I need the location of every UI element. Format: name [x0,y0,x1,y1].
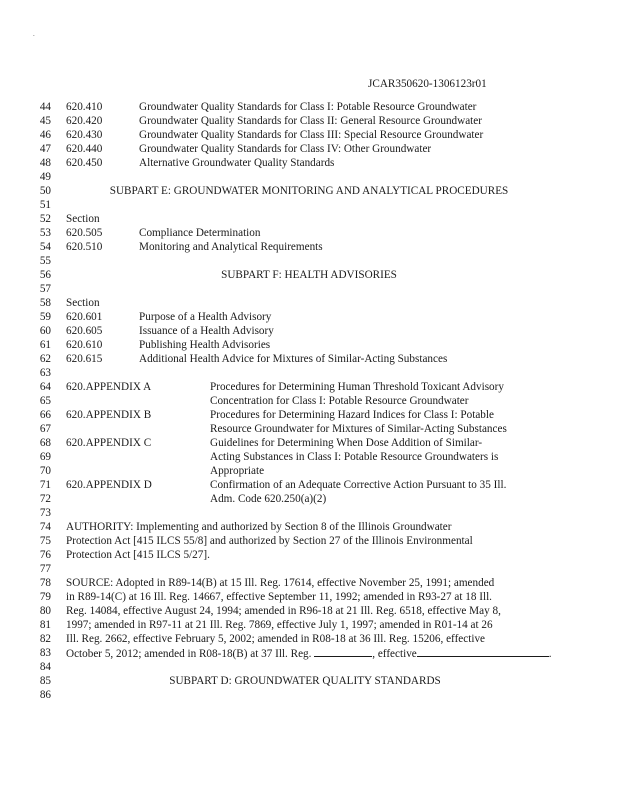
line-number: 46 [39,129,51,141]
source-line [0,647,618,661]
line-number: 84 [39,661,51,673]
appendix-number: 620.APPENDIX B [66,409,152,421]
toc-line [0,157,618,171]
section-number: 620.430 [66,129,103,141]
toc-line [0,227,618,241]
line-number: 54 [39,241,51,253]
line-number: 79 [39,591,51,603]
source-line [0,633,618,647]
source-text: SOURCE: Adopted in R89-14(B) at 15 Ill. Reg. 17614, effective November 25, 1991; amended [66,577,495,589]
appendix-line [0,493,618,507]
appendix-title: Appropriate [210,465,265,477]
subpart-d-heading: SUBPART D: GROUNDWATER QUALITY STANDARDS [169,675,441,687]
authority-line [0,549,618,563]
subpart-d-line [0,675,618,689]
section-number: 620.601 [66,311,103,323]
authority-line [0,535,618,549]
section-number: 620.610 [66,339,103,351]
section-number: 620.420 [66,115,103,127]
section-number: 620.615 [66,353,103,365]
blank-line [0,171,618,185]
toc-line [0,143,618,157]
line-number: 52 [39,213,51,225]
line-number: 83 [39,647,51,659]
line-number: 85 [39,675,51,687]
appendix-number: 620.APPENDIX D [66,479,152,491]
line-number: 81 [39,619,51,631]
section-title: Groundwater Quality Standards for Class III: Special Resource Groundwater [139,129,484,141]
appendix-line [0,423,618,437]
section-title: Additional Health Advice for Mixtures of Similar-Acting Substances [139,353,448,365]
appendix-line [0,395,618,409]
section-label-line [0,213,618,227]
effective-date-blank [417,647,549,657]
toc-line [0,129,618,143]
source-text: 1997; amended in R97-11 at 21 Ill. Reg. 7869, effective July 1, 1997; amended in R01-14 at 26 [66,619,493,631]
line-number: 58 [39,297,51,309]
reg-page-blank [314,647,372,657]
appendix-title: Procedures for Determining Hazard Indices for Class I: Potable [210,409,494,421]
section-number: 620.505 [66,227,103,239]
source-line [0,577,618,591]
authority-line [0,521,618,535]
blank-line [0,689,618,703]
blank-line [0,661,618,675]
line-number: 77 [39,563,51,575]
toc-line [0,115,618,129]
blank-line [0,507,618,521]
authority-text: Protection Act [415 ILCS 5/27]. [66,549,210,561]
line-number: 45 [39,115,51,127]
section-label-line [0,297,618,311]
section-label: Section [66,213,100,225]
toc-line [0,325,618,339]
line-number: 66 [39,409,51,421]
appendix-title: Concentration for Class I: Potable Resource Groundwater [210,395,469,407]
appendix-line [0,409,618,423]
toc-line [0,339,618,353]
toc-line [0,101,618,115]
section-title: Purpose of a Health Advisory [139,311,272,323]
line-number: 51 [39,199,51,211]
line-number: 49 [39,171,51,183]
source-text-final [66,647,552,660]
line-number: 55 [39,255,51,267]
blank-line [0,367,618,381]
appendix-line [0,437,618,451]
authority-text: Protection Act [415 ILCS 55/8] and authorized by Section 27 of the Illinois Environmental [66,535,473,547]
line-number: 71 [39,479,51,491]
line-number: 69 [39,451,51,463]
line-number: 44 [39,101,51,113]
line-number: 60 [39,325,51,337]
section-title: Publishing Health Advisories [139,339,271,351]
corner-mark: . [33,30,35,38]
section-number: 620.605 [66,325,103,337]
blank-line [0,199,618,213]
source-period: . [548,648,552,660]
source-text: October 5, 2012; amended in R08-18(B) at 37 Ill. Reg. [66,648,312,660]
line-number: 62 [39,353,51,365]
section-number: 620.440 [66,143,103,155]
source-text: Ill. Reg. 2662, effective February 5, 2002; amended in R08-18 at 36 Ill. Reg. 15206, effective [66,633,486,645]
source-text: Reg. 14084, effective August 24, 1994; amended in R96-18 at 21 Ill. Reg. 6518, effective May 8, [66,605,501,617]
section-title: Groundwater Quality Standards for Class II: General Resource Groundwater [139,115,482,127]
section-title: Groundwater Quality Standards for Class I: Potable Resource Groundwater [139,101,477,113]
authority-text: AUTHORITY: Implementing and authorized by Section 8 of the Illinois Groundwater [66,521,452,533]
section-title: Alternative Groundwater Quality Standards [139,157,335,169]
source-text: in R89-14(C) at 16 Ill. Reg. 14667, effective September 11, 1992; amended in R93-27 at 18 Ill. [66,591,492,603]
appendix-line [0,465,618,479]
blank-line [0,563,618,577]
line-number: 68 [39,437,51,449]
appendix-title: Resource Groundwater for Mixtures of Similar-Acting Substances [210,423,507,435]
line-number: 72 [39,493,51,505]
line-number: 80 [39,605,51,617]
line-number: 78 [39,577,51,589]
line-number: 63 [39,367,51,379]
blank-line [0,283,618,297]
line-number: 74 [39,521,51,533]
section-label: Section [66,297,100,309]
line-number: 57 [39,283,51,295]
toc-line [0,241,618,255]
appendix-title: Confirmation of an Adequate Corrective Action Pursuant to 35 Ill. [210,479,507,491]
appendix-line [0,479,618,493]
appendix-title: Procedures for Determining Human Threshold Toxicant Advisory [210,381,504,393]
section-title: Issuance of a Health Advisory [139,325,274,337]
line-number: 61 [39,339,51,351]
section-title: Groundwater Quality Standards for Class IV: Other Groundwater [139,143,432,155]
subpart-e-line [0,185,618,199]
source-effective: , effective [372,648,417,660]
appendix-number: 620.APPENDIX C [66,437,152,449]
source-line [0,605,618,619]
toc-line [0,311,618,325]
line-number: 47 [39,143,51,155]
section-number: 620.450 [66,157,103,169]
line-number: 59 [39,311,51,323]
line-number: 73 [39,507,51,519]
appendix-line [0,381,618,395]
line-number: 48 [39,157,51,169]
line-number: 64 [39,381,51,393]
blank-line [0,255,618,269]
document-id: JCAR350620-1306123r01 [368,78,487,90]
section-title: Monitoring and Analytical Requirements [139,241,323,253]
line-number: 50 [39,185,51,197]
line-number: 67 [39,423,51,435]
appendix-title: Guidelines for Determining When Dose Addition of Similar- [210,437,483,449]
appendix-number: 620.APPENDIX A [66,381,152,393]
source-line [0,619,618,633]
toc-line [0,353,618,367]
subpart-f-heading: SUBPART F: HEALTH ADVISORIES [221,269,397,281]
subpart-f-line [0,269,618,283]
section-number: 620.410 [66,101,103,113]
subpart-e-heading: SUBPART E: GROUNDWATER MONITORING AND ANALYTICAL PROCEDURES [109,185,509,197]
appendix-line [0,451,618,465]
line-number: 76 [39,549,51,561]
appendix-title: Acting Substances in Class I: Potable Resource Groundwaters is [210,451,499,463]
section-title: Compliance Determination [139,227,261,239]
line-number: 82 [39,633,51,645]
line-number: 56 [39,269,51,281]
appendix-title: Adm. Code 620.250(a)(2) [210,493,327,505]
line-number: 86 [39,689,51,701]
line-number: 65 [39,395,51,407]
line-number: 75 [39,535,51,547]
section-number: 620.510 [66,241,103,253]
line-number: 53 [39,227,51,239]
line-number: 70 [39,465,51,477]
source-line [0,591,618,605]
